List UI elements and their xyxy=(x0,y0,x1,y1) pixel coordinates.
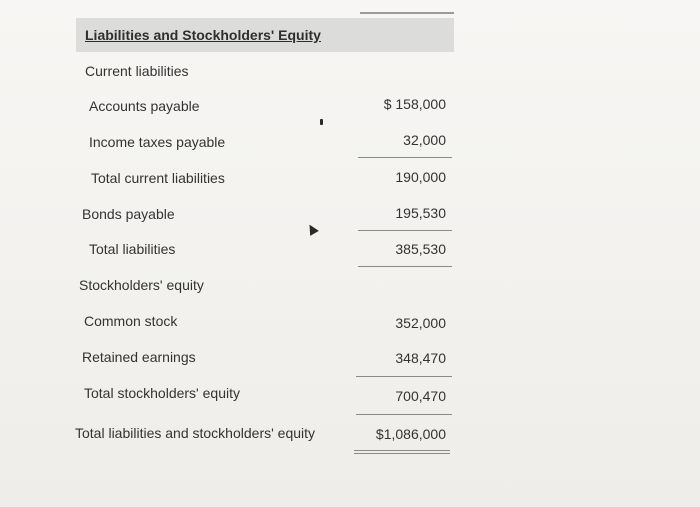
label-bonds-payable: Bonds payable xyxy=(82,206,175,222)
double-underline-grand-total xyxy=(354,450,450,451)
amount-total-liabilities-and-equity: $1,086,000 xyxy=(375,426,446,442)
label-retained-earnings: Retained earnings xyxy=(82,349,196,365)
label-total-stockholders-equity: Total stockholders' equity xyxy=(84,385,240,401)
underline-total-equity xyxy=(356,414,452,415)
underline-income-taxes xyxy=(358,157,452,158)
label-income-taxes-payable: Income taxes payable xyxy=(89,134,226,150)
underline-bonds-payable xyxy=(358,230,452,231)
cursor-icon xyxy=(305,222,319,236)
amount-total-current-liabilities: 190,000 xyxy=(395,169,446,185)
label-total-current-liabilities: Total current liabilities xyxy=(91,170,225,186)
amount-retained-earnings: 348,470 xyxy=(395,350,446,366)
amount-total-liabilities: 385,530 xyxy=(395,241,446,257)
underline-retained-earnings xyxy=(356,376,452,377)
label-stockholders-equity: Stockholders' equity xyxy=(79,277,204,293)
amount-total-stockholders-equity: 700,470 xyxy=(395,388,446,404)
label-current-liabilities: Current liabilities xyxy=(85,63,189,79)
section-title: Liabilities and Stockholders' Equity xyxy=(85,27,321,43)
top-rule xyxy=(360,12,454,14)
amount-common-stock: 352,000 xyxy=(395,315,446,331)
label-total-liabilities: Total liabilities xyxy=(89,241,176,257)
amount-bonds-payable: 195,530 xyxy=(395,205,446,221)
amount-income-taxes-payable: 32,000 xyxy=(403,132,446,148)
stray-mark xyxy=(320,119,323,125)
label-common-stock: Common stock xyxy=(84,313,178,329)
label-total-liabilities-and-equity: Total liabilities and stockholders' equity xyxy=(75,425,316,441)
underline-total-liabilities xyxy=(358,266,452,267)
amount-accounts-payable: $ 158,000 xyxy=(383,96,446,112)
label-accounts-payable: Accounts payable xyxy=(89,98,200,114)
